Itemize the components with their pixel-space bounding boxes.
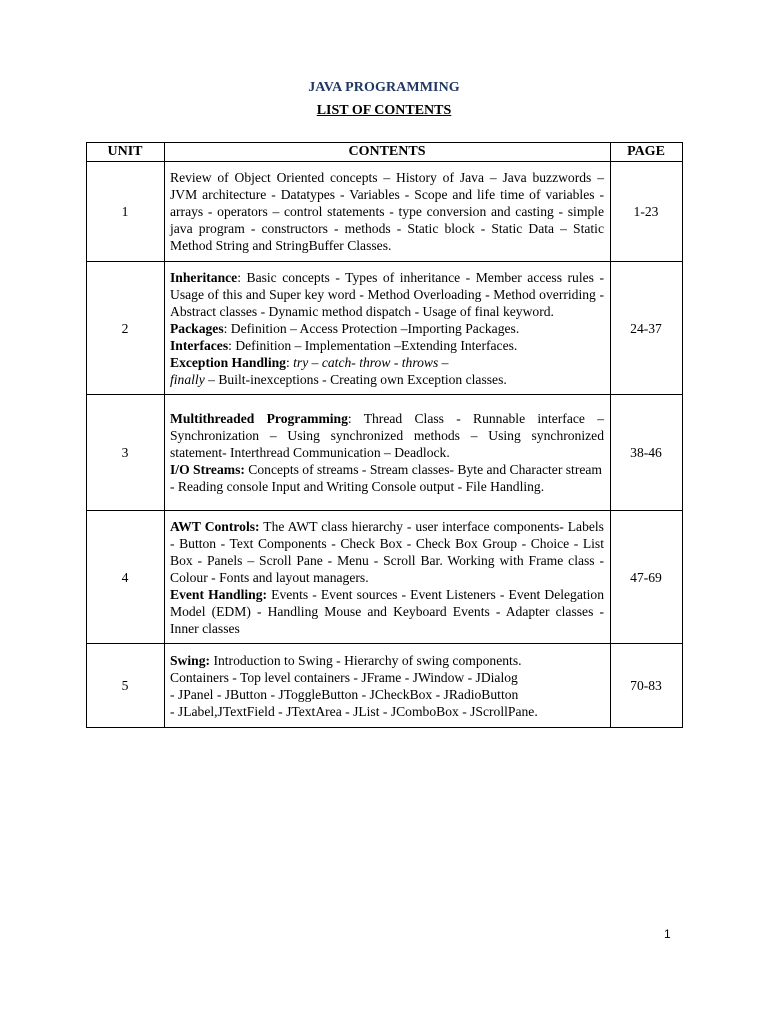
contents-cell (165, 262, 611, 395)
swing-line-1 (170, 652, 604, 669)
interfaces-text: : Definition – Implementation –Extending Interfaces. (228, 337, 518, 353)
io-text: Concepts of streams - Stream classes- Byte and Character stream - Reading console Input and Writing Console output - File Handling. (170, 462, 602, 494)
inheritance-heading: Inheritance (170, 269, 238, 285)
multithread-text: : Thread Class - Runnable interface – Synchronization – Using synchronized methods – Using synchronized statement- Interthread Communication – Deadlock. (170, 411, 604, 460)
header-unit: UNIT (87, 143, 165, 162)
contents-cell (165, 511, 611, 644)
document-title: JAVA PROGRAMMING (308, 80, 460, 95)
table-row (87, 395, 683, 511)
exception-topic (170, 354, 604, 388)
contents-cell (165, 162, 611, 262)
page-cell: 38-46 (611, 395, 683, 511)
inheritance-topic (170, 269, 604, 320)
awt-heading: AWT Controls: (170, 518, 260, 534)
table-row (87, 644, 683, 728)
unit-cell: 4 (87, 511, 165, 644)
exception-text: – Built-inexceptions - Creating own Exception classes. (204, 371, 507, 387)
page-cell: 47-69 (611, 511, 683, 644)
packages-text: : Definition – Access Protection –Importing Packages. (223, 320, 520, 336)
interfaces-topic (170, 337, 604, 354)
contents-table (86, 142, 683, 728)
packages-topic (170, 320, 604, 337)
awt-text: The AWT class hierarchy - user interface components- Labels - Button - Text Components - Check Box - Check Box Group - Choice - List Box - Panels – Scroll Pane - Menu - Scroll Bar. Working with Frame class - Colour - Fonts and layout managers. (170, 518, 604, 585)
unit-1-topics: Review of Object Oriented concepts – History of Java – Java buzzwords – JVM architecture - Datatypes - Variables - Scope and life time of variables - arrays - operators – control statements - type conversion and casting - simple java program - constructors - methods - Static block - Static Data – Static Method String and StringBuffer Classes. (170, 170, 604, 253)
unit-cell: 3 (87, 395, 165, 511)
exception-keywords: try – catch- throw - throws – (293, 354, 449, 370)
table-row (87, 262, 683, 395)
event-text: Events - Event sources - Event Listeners - Event Delegation Model (EDM) - Handling Mouse and Keyboard Events - Adapter classes - Inner classes (170, 586, 605, 636)
swing-line-2: Containers - Top level containers - JFrame - JWindow - JDialog (170, 669, 518, 685)
document-subtitle: LIST OF CONTENTS (316, 103, 452, 118)
table-header-row (87, 143, 683, 162)
swing-line-3: - JPanel - JButton - JToggleButton - JCheckBox - JRadioButton (170, 686, 519, 702)
exception-heading: Exception Handling (170, 354, 286, 370)
swing-text-1: Introduction to Swing - Hierarchy of swing components. (210, 652, 522, 668)
io-topic (170, 461, 604, 495)
packages-heading: Packages (170, 320, 224, 336)
swing-heading: Swing: (170, 652, 211, 668)
header-contents: CONTENTS (165, 143, 611, 162)
unit-cell: 1 (87, 162, 165, 262)
contents-cell (165, 395, 611, 511)
event-heading: Event Handling: (170, 586, 268, 602)
exception-finally: finally (170, 371, 205, 387)
interfaces-heading: Interfaces (170, 337, 229, 353)
page-cell: 24-37 (611, 262, 683, 395)
unit-cell: 5 (87, 644, 165, 728)
multithread-topic (170, 410, 604, 461)
page-cell: 1-23 (611, 162, 683, 262)
event-topic (170, 586, 604, 637)
io-heading: I/O Streams: (170, 462, 245, 477)
page-number: 1 (664, 927, 671, 941)
table-row (87, 162, 683, 262)
header-page: PAGE (611, 143, 683, 162)
contents-cell (165, 644, 611, 728)
inheritance-text: : Basic concepts - Types of inheritance - Member access rules - Usage of this and Super key word - Method Overloading - Method overriding - Abstract classes - Dynamic method dispatch - Usage of final keyword. (170, 269, 604, 319)
exception-colon: : (285, 354, 294, 370)
table-row (87, 511, 683, 644)
awt-topic (170, 518, 604, 586)
swing-line-4: - JLabel,JTextField - JTextArea - JList - JComboBox - JScrollPane. (170, 703, 538, 719)
unit-cell: 2 (87, 262, 165, 395)
multithread-heading: Multithreaded Programming (170, 411, 348, 426)
page-cell: 70-83 (611, 644, 683, 728)
